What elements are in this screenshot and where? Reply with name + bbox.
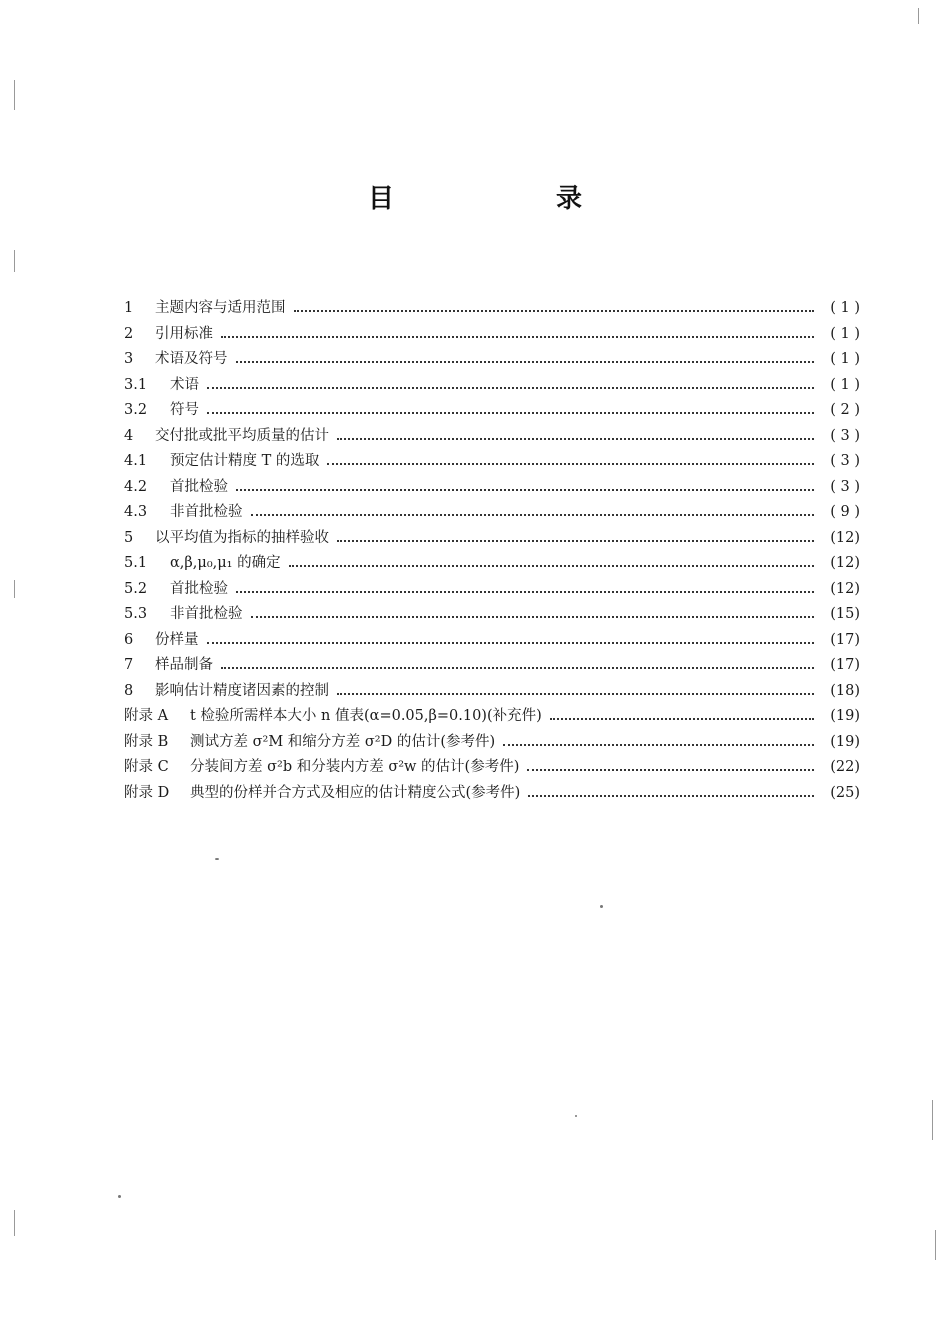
toc-entry-number: 4.3 xyxy=(124,504,148,520)
toc-entry xyxy=(124,424,860,450)
toc-entry xyxy=(124,398,860,424)
toc-dot-leader xyxy=(337,693,814,695)
scan-edge-mark xyxy=(14,250,15,272)
toc-entry-number: 4.1 xyxy=(124,453,148,469)
toc-entry-page: ( 3 ) xyxy=(830,478,860,495)
scan-edge-mark xyxy=(932,1100,933,1140)
toc-entry-label: 预定估计精度 T 的选取 xyxy=(170,453,320,469)
toc-dot-leader xyxy=(236,591,814,593)
toc-entry xyxy=(124,526,860,552)
toc-entry-page: (19) xyxy=(830,708,860,724)
toc-entry-label: 术语 xyxy=(170,376,199,393)
toc-entry-number: 5 xyxy=(124,529,134,546)
toc-entry-number: 5.3 xyxy=(124,606,148,622)
toc-entry-number: 2 xyxy=(124,325,134,342)
toc-entry-label: 分装间方差 σ²b 和分装内方差 σ²w 的估计(参考件) xyxy=(190,759,520,775)
toc-entry-number: 1 xyxy=(124,300,134,316)
scan-edge-mark xyxy=(14,1210,15,1236)
toc-entry-number: 3 xyxy=(124,351,134,367)
toc-entry-label: 份样量 xyxy=(155,631,199,648)
toc-entry-number: 8 xyxy=(124,682,134,699)
toc-entry-number: 5.2 xyxy=(124,580,148,597)
toc-entry xyxy=(124,755,860,781)
toc-entry-label: 术语及符号 xyxy=(155,351,228,367)
toc-dot-leader xyxy=(528,795,814,797)
toc-entry-number: 3.1 xyxy=(124,376,148,393)
scan-edge-mark xyxy=(14,80,15,110)
toc-entry-number: 7 xyxy=(124,657,134,673)
toc-entry-number: 4.2 xyxy=(124,478,148,495)
toc-entry xyxy=(124,296,860,322)
toc-entry-page: ( 2 ) xyxy=(830,402,860,418)
toc-entry-page: (19) xyxy=(830,733,860,750)
toc-entry-page: (18) xyxy=(830,682,860,699)
toc-entry xyxy=(124,704,860,730)
toc-dot-leader xyxy=(207,412,814,414)
page-title: 目 录 xyxy=(367,184,650,214)
toc-dot-leader xyxy=(294,310,815,312)
scan-edge-mark xyxy=(935,1230,936,1260)
toc-dot-leader xyxy=(527,769,814,771)
toc-dot-leader xyxy=(289,565,814,567)
toc-entry-label: 非首批检验 xyxy=(170,504,243,520)
toc-entry-label: 非首批检验 xyxy=(170,606,243,622)
toc-dot-leader xyxy=(236,489,814,491)
toc-entry-page: ( 9 ) xyxy=(830,504,860,520)
toc-dot-leader xyxy=(207,642,815,644)
toc-entry-page: ( 1 ) xyxy=(830,325,860,342)
toc-entry-number: 3.2 xyxy=(124,402,148,418)
toc-dot-leader xyxy=(337,540,814,542)
toc-entry-number: 4 xyxy=(124,427,134,444)
toc-dot-leader xyxy=(251,514,815,516)
toc-entry-page: ( 1 ) xyxy=(830,351,860,367)
toc-dot-leader xyxy=(327,463,814,465)
scan-speck xyxy=(575,1115,577,1117)
toc-dot-leader xyxy=(503,744,814,746)
toc-entry-label: 首批检验 xyxy=(170,580,228,597)
toc-entry-page: (22) xyxy=(830,759,860,775)
toc-dot-leader xyxy=(236,361,815,363)
toc-entry-page: (15) xyxy=(830,606,860,622)
toc-entry xyxy=(124,602,860,628)
toc-dot-leader xyxy=(207,387,814,389)
toc-entry xyxy=(124,577,860,603)
toc-entry-number: 6 xyxy=(124,631,134,648)
toc-dot-leader xyxy=(221,336,814,338)
toc-entry-page: (12) xyxy=(830,580,860,597)
toc-entry xyxy=(124,628,860,654)
toc-entry-page: ( 3 ) xyxy=(830,453,860,469)
toc-entry xyxy=(124,679,860,705)
toc-entry xyxy=(124,500,860,526)
toc-entry-label: 样品制备 xyxy=(155,657,213,673)
toc-entry-label: 主题内容与适用范围 xyxy=(155,300,286,316)
toc-entry-label: 以平均值为指标的抽样验收 xyxy=(155,529,329,546)
toc-entry xyxy=(124,551,860,577)
toc-entry-label: 引用标准 xyxy=(155,325,213,342)
toc-entry xyxy=(124,322,860,348)
toc-entry-label: 首批检验 xyxy=(170,478,228,495)
toc-entry-label: α,β,μ₀,μ₁ 的确定 xyxy=(170,555,281,571)
toc-dot-leader xyxy=(337,438,814,440)
toc-entry xyxy=(124,653,860,679)
toc-entry-page: (17) xyxy=(830,631,860,648)
scan-speck xyxy=(600,905,603,908)
toc-entry-label: 影响估计精度诸因素的控制 xyxy=(155,682,329,699)
table-of-contents xyxy=(124,296,860,806)
toc-entry-page: ( 1 ) xyxy=(830,376,860,393)
toc-entry-label: 典型的份样并合方式及相应的估计精度公式(参考件) xyxy=(190,784,521,801)
toc-entry-page: (12) xyxy=(830,555,860,571)
toc-entry xyxy=(124,347,860,373)
toc-entry-number: 附录 B xyxy=(124,733,169,750)
scan-speck xyxy=(215,858,219,860)
toc-entry-page: ( 3 ) xyxy=(830,427,860,444)
toc-entry-page: (25) xyxy=(830,784,860,801)
toc-dot-leader xyxy=(221,667,814,669)
toc-entry-number: 附录 D xyxy=(124,784,170,801)
scan-edge-mark xyxy=(14,580,15,598)
toc-dot-leader xyxy=(251,616,815,618)
toc-entry-label: 交付批或批平均质量的估计 xyxy=(155,427,329,444)
toc-entry xyxy=(124,449,860,475)
toc-entry-page: (17) xyxy=(830,657,860,673)
toc-entry-number: 附录 A xyxy=(124,708,169,724)
toc-entry xyxy=(124,373,860,399)
toc-entry-number: 附录 C xyxy=(124,759,169,775)
toc-entry-number: 5.1 xyxy=(124,555,148,571)
toc-entry-page: ( 1 ) xyxy=(830,300,860,316)
toc-entry-label: t 检验所需样本大小 n 值表(α=0.05,β=0.10)(补充件) xyxy=(190,708,542,724)
toc-entry xyxy=(124,475,860,501)
toc-entry xyxy=(124,781,860,807)
toc-dot-leader xyxy=(550,718,814,720)
toc-entry-page: (12) xyxy=(830,529,860,546)
toc-entry-label: 测试方差 σ²M 和缩分方差 σ²D 的估计(参考件) xyxy=(190,733,496,750)
scan-speck xyxy=(118,1195,121,1198)
toc-entry-label: 符号 xyxy=(170,402,199,418)
scan-edge-mark xyxy=(918,8,919,24)
toc-entry xyxy=(124,730,860,756)
